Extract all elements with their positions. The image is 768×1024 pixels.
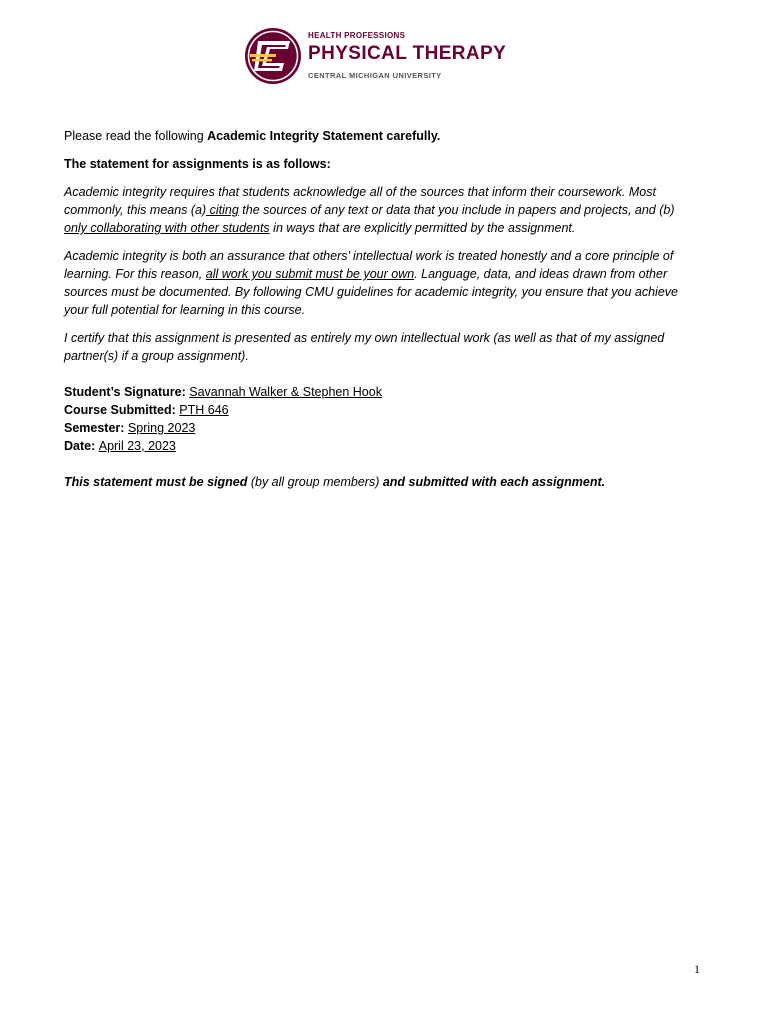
cmu-action-c-icon [244, 27, 302, 85]
paragraph-assurance [64, 247, 700, 319]
signature-value: Savannah Walker & Stephen Hook [189, 385, 382, 399]
statement-heading: The statement for assignments is as follows: [64, 157, 331, 171]
date-label: Date: [64, 439, 99, 453]
signature-block [64, 383, 700, 455]
intro-line [64, 127, 700, 145]
certification-paragraph: I certify that this assignment is presented as entirely my own intellectual work (as well as that of my assigned partner(s) if a group assignment). [64, 331, 665, 363]
course-field [64, 401, 700, 419]
logo-physical-therapy: PHYSICAL THERAPY [308, 43, 507, 64]
cmu-logo [244, 27, 534, 87]
paragraph-sources [64, 183, 700, 237]
paragraph-sources-text-2: the sources of any text or data that you include in papers and projects, and (b) [238, 203, 675, 217]
signature-label: Student’s Signature: [64, 385, 190, 399]
semester-label: Semester: [64, 421, 128, 435]
paragraph-sources-text-1: Academic integrity requires that students acknowledge all of the sources that inform their coursework. Most commonly, this means (a) [64, 185, 656, 217]
citing-underlined: citing [206, 203, 239, 217]
intro-text: Please read the following [64, 129, 208, 143]
page-number: 1 [694, 962, 700, 976]
intro-statement-name: Academic Integrity Statement carefully. [207, 129, 441, 143]
paragraph-assurance-text-2: . Language, data, and ideas drawn from other sources must be documented. By following CMU guidelines for academic integrity, you ensure that you achieve your full potential for learning in this course. [64, 267, 678, 317]
logo-text [308, 31, 506, 81]
paragraph-sources-text-3: in ways that are explicitly permitted by the assignment. [269, 221, 576, 235]
semester-value: Spring 2023 [127, 421, 196, 435]
submission-note [64, 473, 700, 491]
paragraph-assurance-text-1: Academic integrity is both an assurance that others’ intellectual work is treated honestly and a core principle of learning. For this reason, [64, 249, 674, 281]
course-label: Course Submitted: [64, 403, 180, 417]
document-body [64, 127, 700, 491]
semester-field [64, 419, 700, 437]
collaborating-underlined: only collaborating with other students [64, 221, 270, 235]
logo-university-name: CENTRAL MICHIGAN UNIVERSITY [308, 71, 442, 80]
own-work-underlined: all work you submit must be your own [205, 267, 415, 281]
submission-note-text-1: This statement must be signed [64, 475, 248, 489]
submission-note-text-2: (by all group members) [247, 475, 383, 489]
date-field [64, 437, 700, 455]
signature-field [64, 383, 700, 401]
date-value: April 23, 2023 [98, 439, 176, 453]
logo-health-professions: HEALTH PROFESSIONS [308, 31, 406, 40]
course-value: PTH 646 [179, 403, 229, 417]
submission-note-text-3: and submitted with each assignment. [382, 475, 606, 489]
